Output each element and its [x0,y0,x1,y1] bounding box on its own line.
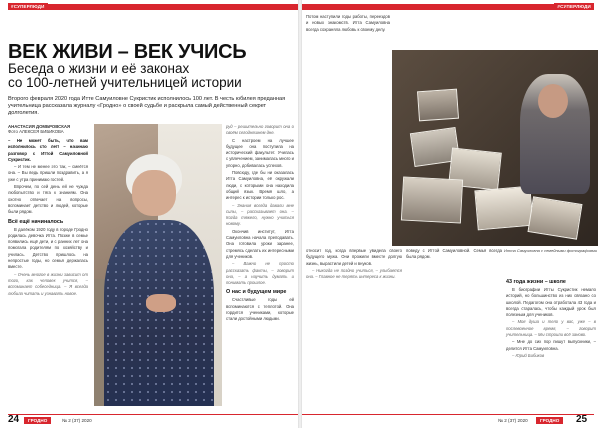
left-page-number: 24 [8,414,20,425]
right-column-1 [306,248,402,281]
left-column-text [8,138,88,298]
left-para-3: В далёком 1920 году в городе Гродно родилась девочка Итта. Позже в семье появились ещё дети, и с ранних лет она помогала родителям по хозяйству и училась. Детство пришлось на непростые годы, но семья держалась вместе. [8,226,88,270]
left-para-2: Впрочем, по сей день ей не чужда любопытство и тяга к знаниям. Она охотно отвечает на вопросы, вспоминает детство и людей, которые были рядом. [8,184,88,215]
left-footer [0,414,298,428]
right-col3-sign: – Юрий Бибиков [512,352,545,358]
right-col3-para-2: – Мне до сих пор пишут выпускники, – делится Итта Самуиловна. [506,339,596,351]
photo-credit: Фото АЛЕКСЕЯ БИБИКОВА [8,129,64,135]
subtitle-future: О нас и будущем мире [226,289,287,296]
portrait-photo [94,124,222,406]
right-col-top-text [306,14,390,34]
right-col3-quote: – Моя душа и тело у вас, уже – в послевоенное время, – говорит учительница. – Мы строили всё заново. [506,319,596,338]
subtitle-school: 43 года жизни – школе [506,279,566,285]
right-footer-rule [302,414,594,415]
left-quote: – Очень многое в жизни зависит от того, как человек учится, – вспоминает собеседница. – Я всегда любила читать и узнавать новое. [8,271,88,296]
author-name: АНАСТАСИЯ ДОМБРОВСКАЯ [8,124,71,129]
intro-answer: – И тем не менее это так, – смеётся она. – Вы ведь пришли поздравить, а я уже с утра принимаю гостей. [8,164,88,182]
middle-top-quote: руд – решительно говорит она о своём сегодняшнем дне. [226,124,294,136]
old-photo [401,176,463,223]
photo-hands [146,294,176,312]
subhead-line-2: со 100-летней учительницей истории [8,75,242,90]
right-column-2 [406,248,502,262]
right-col2-top: поведу с Иттой Самуиловной. Семья всегда была рядом. [406,248,502,260]
photo-face [132,170,176,216]
article-lead: Второго февраля 2020 года Итте Самуиловне Сукристик исполнилось 100 лет. В честь юбилея преданная учительница рассказала журналу «Гродно» о своей судьбе и раскрыла самый действенный секрет долголетия. [8,96,286,116]
rubric-bar-left [8,4,298,10]
middle-para-1: С настроем на лучшее будущее она поступила на исторический факультет. Училась с увлечением, занималась много и упорно, добивалась успехов. [226,137,294,168]
photo-dress-pattern [104,220,214,406]
middle-para-3: Окончив институт, Итта Самуиловна начала преподавать. Она готовила уроки заранее, стремясь сделать их интересными для учеников. [226,228,294,259]
article-headline: ВЕК ЖИВИ – ВЕК УЧИСЬ [8,41,247,63]
family-photos-image [392,50,598,246]
right-footer [302,414,600,428]
old-photo [527,196,582,239]
right-column-3 [506,276,596,360]
article-subhead [8,62,298,90]
subtitle-beginning: Всё ещё начиналось [8,218,64,225]
middle-column-text [226,124,294,324]
photo-person-face [538,84,568,118]
right-page-number: 25 [576,414,588,425]
right-brand-tag: ГРОДНО [536,417,563,424]
photo-caption: Итта Самуиловна с семейными фотографиями [504,248,597,253]
left-footer-rule [8,414,298,415]
left-issue: № 2 (37) 2020 [62,418,92,423]
right-issue: № 2 (37) 2020 [498,418,528,423]
subhead-line-1: Беседа о жизни и её законах [8,61,190,76]
intro-question: – Не может быть, что вам исполнилось сто лет! – начинаю разговор с Иттой Самуиловной Сукристик. [8,138,88,162]
old-photo [417,89,459,122]
middle-quote-3: – Важно не просто рассказать факты, – говорит она, – а научить думать и понимать прошлое. [226,261,294,286]
rubric-tag-right: #СУПЕРЛЮДИ [554,3,594,10]
rubric-tag-left: #СУПЕРЛЮДИ [8,3,48,10]
rubric-bar-right [302,4,594,10]
middle-quote-2: – Знания всегда давали мне силы, – рассказывает она. – Когда тяжело, нужно учиться новому. [226,202,294,227]
middle-para-2: Повсюду, где бы ни оказалась Итта Самуиловна, её окружали люди, с которыми она находила общий язык. Время шло, а интерес к истории только рос. [226,170,294,201]
right-top-para: Потом наступили годы работы, переездов и новых знакомств. Итта Самуиловна всегда сохраняла любовь к своему делу. [306,14,390,32]
left-brand-tag: ГРОДНО [24,417,51,424]
right-col1-para-1: относит год, когда впервые увидела своего будущего мужа. Они прожили вместе долгую жизнь, вырастили детей и внуков. [306,248,402,266]
byline [8,124,88,135]
right-col3-para-1: В биографии Итты Сукристик немало историй, но большинство из них связано со школой. Педагогом она отработала 43 года и всегда старалась, чтобы каждый урок был полезным для учеников. [506,287,596,318]
left-page [0,0,298,428]
middle-para-4: Счастливые годы ей вспоминаются с теплотой. Она гордится учениками, которые стали достойными людьми. [226,297,294,322]
right-col1-quote: – Никогда не поздно учиться, – улыбается она. – Главное не терять интереса к жизни. [306,267,402,280]
